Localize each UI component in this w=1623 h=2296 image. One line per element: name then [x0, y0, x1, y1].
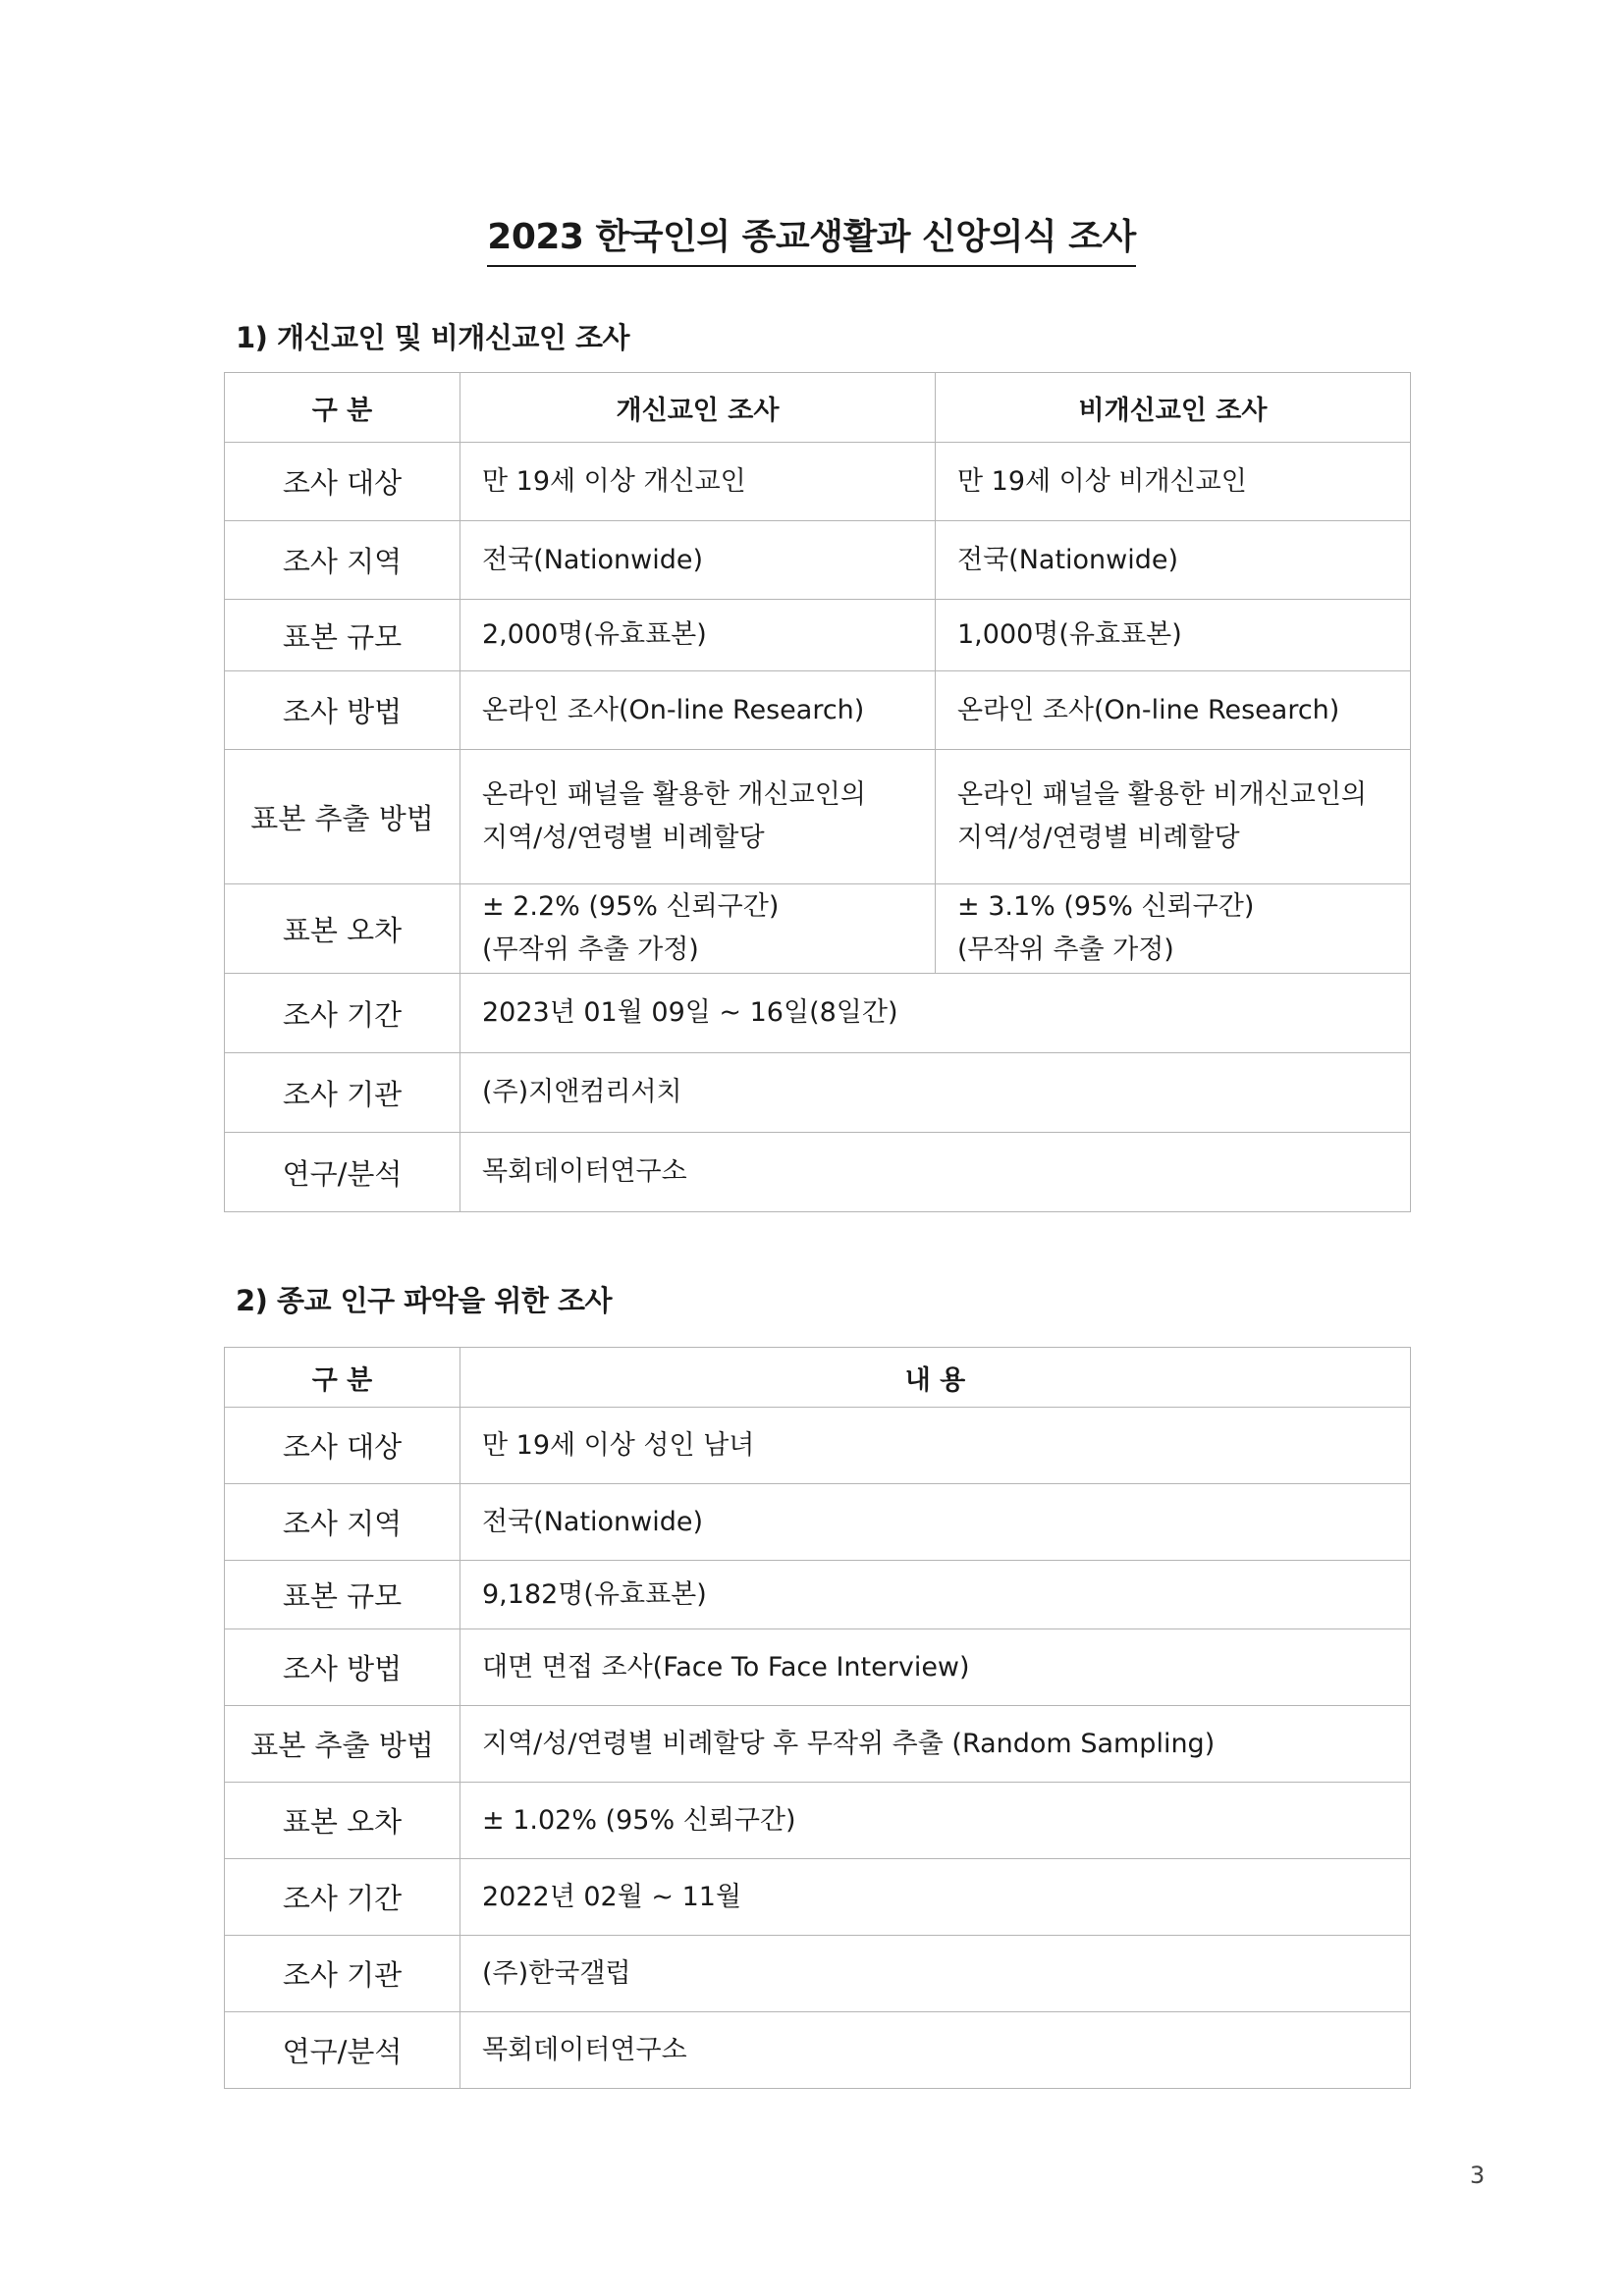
value-line: 온라인 패널을 활용한 개신교인의 — [482, 779, 866, 810]
row-value: 지역/성/연령별 비례할당 후 무작위 추출 (Random Sampling) — [460, 1706, 1411, 1783]
row-value: 만 19세 이상 비개신교인 — [936, 443, 1411, 521]
row-value: 목회데이터연구소 — [460, 2012, 1411, 2089]
row-value — [460, 884, 936, 974]
table-row — [225, 1936, 1411, 2012]
table-row — [225, 1408, 1411, 1484]
header-protestant: 개신교인 조사 — [460, 373, 936, 443]
table-row — [225, 671, 1411, 750]
section1-title: 1) 개신교인 및 비개신교인 조사 — [236, 321, 629, 354]
value-line: 지역/성/연령별 비례할당 — [957, 823, 1240, 853]
row-label: 표본 규모 — [225, 600, 460, 671]
row-value: (주)지앤컴리서치 — [460, 1053, 1411, 1133]
row-label: 연구/분석 — [225, 2012, 460, 2089]
row-label: 표본 추출 방법 — [225, 1706, 460, 1783]
row-value: 온라인 조사(On-line Research) — [460, 671, 936, 750]
row-value — [936, 884, 1411, 974]
value-line: (무작위 추출 가정) — [957, 934, 1174, 965]
row-label: 조사 기간 — [225, 974, 460, 1053]
row-label: 표본 추출 방법 — [225, 750, 460, 884]
value-line: (무작위 추출 가정) — [482, 934, 699, 965]
row-label: 조사 지역 — [225, 1484, 460, 1561]
value-line: ± 3.1% (95% 신뢰구간) — [957, 891, 1255, 922]
survey-table-1 — [224, 372, 1411, 1212]
row-label: 조사 방법 — [225, 671, 460, 750]
table-row — [225, 1859, 1411, 1936]
table-header-row — [225, 1348, 1411, 1408]
row-label: 표본 오차 — [225, 1783, 460, 1859]
row-value: ± 1.02% (95% 신뢰구간) — [460, 1783, 1411, 1859]
row-label: 조사 기간 — [225, 1859, 460, 1936]
table-row — [225, 1561, 1411, 1629]
row-value: 만 19세 이상 개신교인 — [460, 443, 936, 521]
row-label: 조사 지역 — [225, 521, 460, 600]
row-label: 연구/분석 — [225, 1133, 460, 1212]
value-line: 온라인 패널을 활용한 비개신교인의 — [957, 779, 1367, 810]
row-label: 조사 대상 — [225, 443, 460, 521]
table-row — [225, 1706, 1411, 1783]
survey-table-2 — [224, 1347, 1411, 2089]
row-label: 조사 대상 — [225, 1408, 460, 1484]
table-row — [225, 1629, 1411, 1706]
table-row — [225, 974, 1411, 1053]
section2-title: 2) 종교 인구 파악을 위한 조사 — [236, 1284, 613, 1317]
header-category: 구 분 — [225, 373, 460, 443]
value-line: 지역/성/연령별 비례할당 — [482, 823, 765, 853]
row-label: 표본 오차 — [225, 884, 460, 974]
table-row — [225, 521, 1411, 600]
header-category: 구 분 — [225, 1348, 460, 1408]
table-row — [225, 600, 1411, 671]
row-label: 표본 규모 — [225, 1561, 460, 1629]
row-value: 전국(Nationwide) — [936, 521, 1411, 600]
header-content: 내 용 — [460, 1348, 1411, 1408]
row-value — [460, 750, 936, 884]
table-row — [225, 1783, 1411, 1859]
page-number: 3 — [1470, 2162, 1486, 2189]
row-value: 온라인 조사(On-line Research) — [936, 671, 1411, 750]
table-row — [225, 884, 1411, 974]
table-row — [225, 1053, 1411, 1133]
row-value: 9,182명(유효표본) — [460, 1561, 1411, 1629]
header-non-protestant: 비개신교인 조사 — [936, 373, 1411, 443]
row-label: 조사 기관 — [225, 1053, 460, 1133]
row-value — [936, 750, 1411, 884]
row-label: 조사 기관 — [225, 1936, 460, 2012]
table-row — [225, 1133, 1411, 1212]
row-label: 조사 방법 — [225, 1629, 460, 1706]
value-line: ± 2.2% (95% 신뢰구간) — [482, 891, 780, 922]
table-row — [225, 2012, 1411, 2089]
document-title-text: 2023 한국인의 종교생활과 신앙의식 조사 — [487, 209, 1135, 267]
table-row — [225, 750, 1411, 884]
table-row — [225, 1484, 1411, 1561]
row-value: (주)한국갤럽 — [460, 1936, 1411, 2012]
document-title — [0, 209, 1623, 267]
table-row — [225, 443, 1411, 521]
row-value: 2,000명(유효표본) — [460, 600, 936, 671]
row-value: 목회데이터연구소 — [460, 1133, 1411, 1212]
row-value: 대면 면접 조사(Face To Face Interview) — [460, 1629, 1411, 1706]
row-value: 전국(Nationwide) — [460, 1484, 1411, 1561]
row-value: 만 19세 이상 성인 남녀 — [460, 1408, 1411, 1484]
table-header-row — [225, 373, 1411, 443]
row-value: 2023년 01월 09일 ~ 16일(8일간) — [460, 974, 1411, 1053]
row-value: 2022년 02월 ~ 11월 — [460, 1859, 1411, 1936]
row-value: 전국(Nationwide) — [460, 521, 936, 600]
row-value: 1,000명(유효표본) — [936, 600, 1411, 671]
